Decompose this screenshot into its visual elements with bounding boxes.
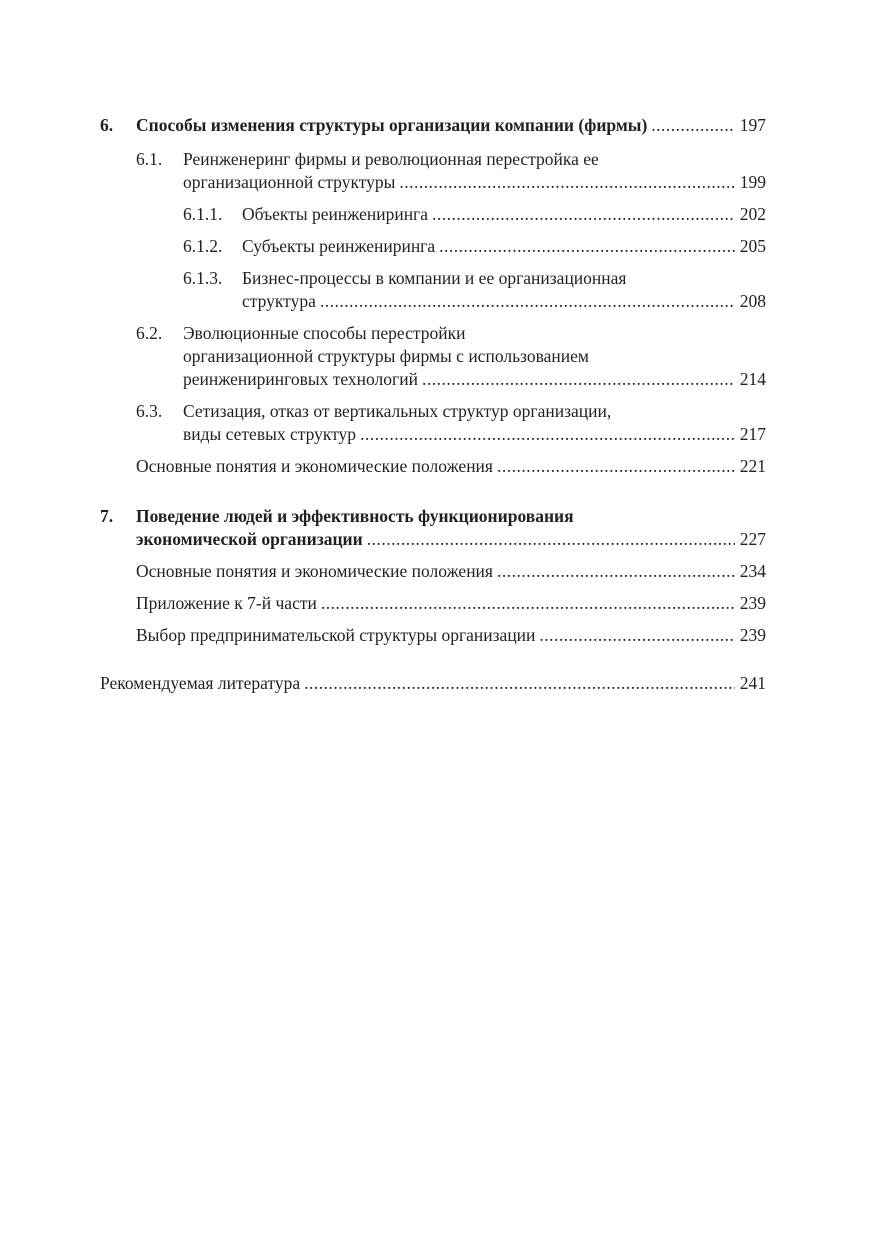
section-title-line-2: организационной структуры xyxy=(183,172,396,192)
subsection-title-line-2: структура xyxy=(242,291,316,311)
subsection-title-line-1: Бизнес-процессы в компании и ее организационная xyxy=(242,268,627,288)
page-number: 208 xyxy=(739,291,766,311)
dot-leader xyxy=(539,624,734,647)
subsection-number: 6.1.3. xyxy=(183,268,223,288)
page-number: 214 xyxy=(739,369,766,389)
page-number: 227 xyxy=(739,529,766,549)
page-number: 221 xyxy=(739,456,766,476)
dot-leader xyxy=(422,368,735,391)
page-number: 202 xyxy=(739,204,766,224)
entry-title: Основные понятия и экономические положения xyxy=(136,561,493,581)
section-title-line-1: Эволюционные способы перестройки xyxy=(183,323,466,343)
section-title-line-3: реинжениринговых технологий xyxy=(183,369,418,389)
chapter-title-line-1: Поведение людей и эффективность функционирования xyxy=(136,506,574,526)
dot-leader xyxy=(497,560,735,583)
chapter-number: 7. xyxy=(100,506,114,526)
section-number: 6.1. xyxy=(136,149,163,169)
entry-title: Приложение к 7-й части xyxy=(136,593,317,613)
toc-basics-chapter-7[interactable] xyxy=(136,560,766,583)
page-number: 199 xyxy=(739,172,766,192)
toc-choice-structure[interactable] xyxy=(136,624,766,647)
dot-leader xyxy=(320,290,735,313)
toc-literature[interactable] xyxy=(100,672,766,695)
chapter-title-line-2: экономической организации xyxy=(136,529,363,549)
toc-subsection-6-1-3[interactable] xyxy=(100,267,766,313)
section-title-line-2: виды сетевых структур xyxy=(183,424,357,444)
toc-chapter-6[interactable] xyxy=(100,114,766,137)
toc-subsection-6-1-1[interactable] xyxy=(100,203,766,226)
chapter-title: Способы изменения структуры организации компании (фирмы) xyxy=(136,115,648,135)
toc-section-6-1[interactable] xyxy=(100,148,766,194)
dot-leader xyxy=(304,672,735,695)
toc-section-6-3[interactable] xyxy=(100,400,766,446)
toc-section-6-2[interactable] xyxy=(100,322,766,391)
table-of-contents xyxy=(100,114,766,695)
page-number: 217 xyxy=(739,424,766,444)
section-title-line-2: организационной структуры фирмы с использованием xyxy=(183,346,589,366)
page-number: 241 xyxy=(739,673,766,693)
subsection-number: 6.1.1. xyxy=(183,204,223,224)
toc-basics-chapter-6[interactable] xyxy=(136,455,766,478)
dot-leader xyxy=(651,114,734,137)
dot-leader xyxy=(399,171,734,194)
entry-title: Рекомендуемая литература xyxy=(100,673,301,693)
dot-leader xyxy=(497,455,735,478)
subsection-title: Объекты реинжениринга xyxy=(242,204,429,224)
toc-chapter-7[interactable] xyxy=(100,505,766,551)
page-number: 239 xyxy=(739,625,766,645)
section-number: 6.2. xyxy=(136,323,163,343)
page-number: 239 xyxy=(739,593,766,613)
toc-appendix[interactable] xyxy=(136,592,766,615)
page-number: 234 xyxy=(739,561,766,581)
dot-leader xyxy=(367,528,735,551)
subsection-number: 6.1.2. xyxy=(183,236,223,256)
section-number: 6.3. xyxy=(136,401,163,421)
section-title-line-1: Реинженеринг фирмы и революционная перестройка ее xyxy=(183,149,599,169)
dot-leader xyxy=(360,423,735,446)
page-number: 205 xyxy=(739,236,766,256)
chapter-number: 6. xyxy=(100,115,114,135)
entry-title: Основные понятия и экономические положения xyxy=(136,456,493,476)
dot-leader xyxy=(432,203,735,226)
entry-title: Выбор предпринимательской структуры организации xyxy=(136,625,536,645)
page-number: 197 xyxy=(739,115,766,135)
dot-leader xyxy=(439,235,735,258)
section-title-line-1: Сетизация, отказ от вертикальных структур организации, xyxy=(183,401,612,421)
toc-subsection-6-1-2[interactable] xyxy=(100,235,766,258)
subsection-title: Субъекты реинжениринга xyxy=(242,236,436,256)
dot-leader xyxy=(321,592,735,615)
